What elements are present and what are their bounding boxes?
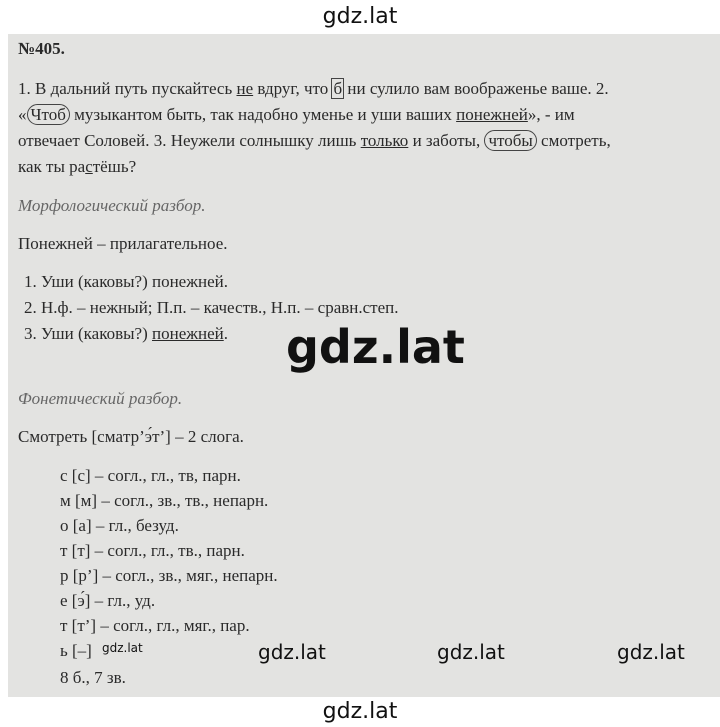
text-line-2: « Чтоб музыкантом быть, так надобно уменье и уши ваших понежней», - им [18, 105, 575, 124]
phon-summary: 8 б., 7 зв. [60, 668, 126, 687]
watermark-small-2: gdz.lat [437, 640, 505, 664]
phon-line-4: т [т] – согл., гл., тв., парн. [60, 541, 245, 560]
phon-line-6: е [э́] – гл., уд. [60, 591, 156, 610]
morph-heading: Морфологический разбор. [18, 196, 206, 215]
phon-heading: Фонетический разбор. [18, 389, 183, 408]
phon-line-7: т [т’] – согл., гл., мяг., пар. [60, 616, 250, 635]
morph-item-3: 3. Уши (каковы?) понежней. [24, 324, 228, 343]
watermark-top: gdz.lat [0, 0, 720, 34]
phon-line-8: ь [–] [60, 641, 92, 660]
phon-line-1: с [с] – согл., гл., тв, парн. [60, 466, 241, 485]
circled-word: Чтоб [27, 104, 70, 125]
watermark-small-1: gdz.lat [258, 640, 326, 664]
morph-item-1: 1. Уши (каковы?) понежней. [24, 272, 228, 291]
phon-line-3: о [а] – гл., безуд. [60, 516, 179, 535]
text-line-3: отвечает Соловей. 3. Неужели солнышку лишь только и заботы, чтобы смотреть, [18, 131, 611, 150]
text-line-1: 1. В дальний путь пускайтесь не вдруг, что б ни сулило вам воображенье ваше. 2. [18, 79, 609, 98]
task-number: №405. [18, 39, 65, 58]
boxed-letter: б [333, 79, 343, 98]
watermark-small-3: gdz.lat [617, 640, 685, 664]
phon-intro: Смотреть [смaтр’э́т’] – 2 слога. [18, 427, 244, 446]
circled-word: чтобы [484, 130, 536, 151]
morph-item-2: 2. Н.ф. – нежный; П.п. – качеств., Н.п. – сравн.степ. [24, 298, 399, 317]
phon-line-2: м [м] – согл., зв., тв., непарн. [60, 491, 269, 510]
morph-intro: Понежней – прилагательное. [18, 234, 228, 253]
watermark-bottom: gdz.lat [0, 697, 720, 727]
text-line-4: как ты растёшь? [18, 157, 137, 176]
watermark-center: gdz.lat [286, 320, 465, 374]
watermark-tiny: gdz.lat [102, 641, 143, 655]
phon-line-5: р [р’] – согл., зв., мяг., непарн. [60, 566, 278, 585]
